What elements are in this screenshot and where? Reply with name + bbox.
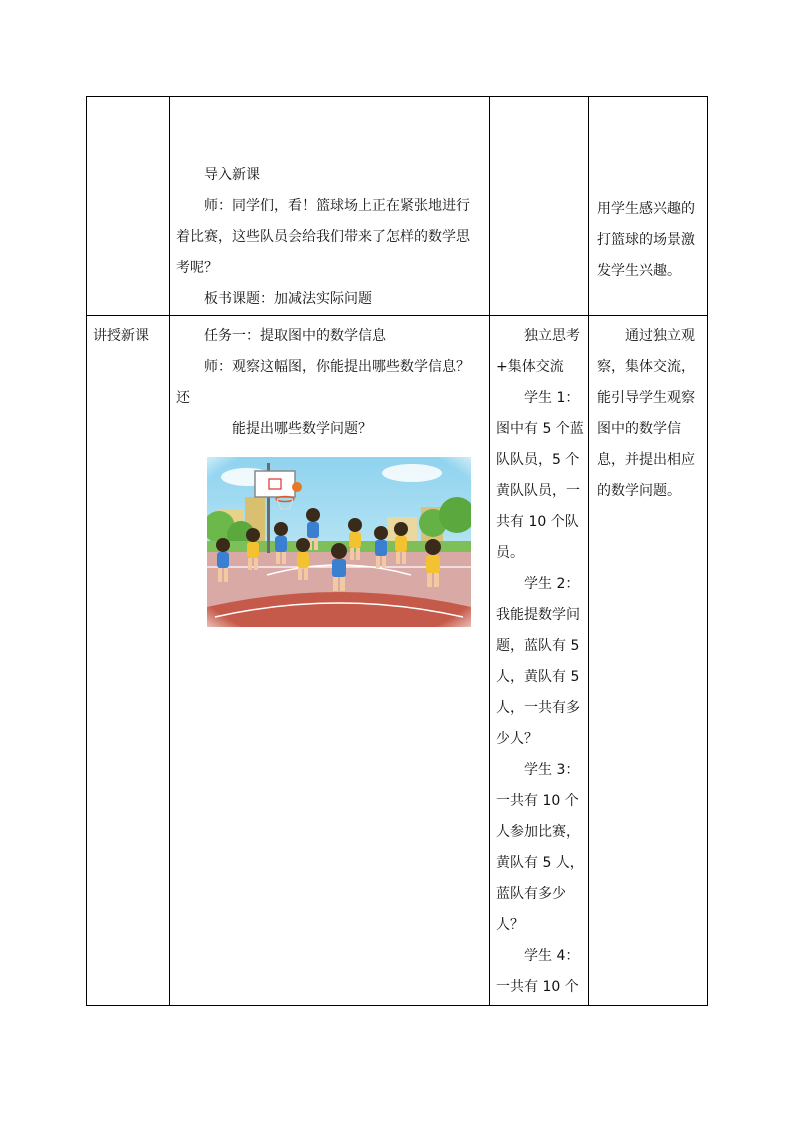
row1-student-activity-cell bbox=[490, 97, 589, 316]
student2-text: 我能提数学问题，蓝队有 5 人，黄队有 5 人，一共有多少人？ bbox=[496, 607, 580, 747]
teacher-intro-text: 师：同学们，看！篮球场上正在紧张地进行着比赛，这些队员会给我们带来了怎样的数学思考呢？ bbox=[176, 198, 470, 276]
student4-label: 学生 4： bbox=[524, 948, 580, 964]
student1-text: 图中有 5 个蓝队队员，5 个黄队队员，一共有 10 个队员。 bbox=[496, 421, 584, 561]
row1-design-intent-cell bbox=[589, 97, 708, 316]
row1-stage-cell bbox=[87, 97, 170, 316]
row2-student-activity-cell bbox=[490, 316, 589, 1006]
section-label: 讲授新课 bbox=[93, 328, 149, 344]
design-intent-text: 通过独立观察，集体交流，能引导学生观察图中的数学信息，并提出相应的数学问题。 bbox=[597, 328, 695, 499]
row2-teacher-activity-cell bbox=[170, 316, 490, 1006]
lesson-plan-table bbox=[86, 96, 708, 1006]
student3-text: 一共有 10 个人参加比赛，黄队有 5 人，蓝队有多少人？ bbox=[496, 793, 584, 933]
intro-heading: 导入新课 bbox=[204, 167, 260, 183]
design-intent-text: 用学生感兴趣的打篮球的场景激发学生兴趣。 bbox=[597, 201, 695, 279]
table-row bbox=[87, 316, 708, 1006]
activity-method: 独立思考+集体交流 bbox=[496, 328, 580, 375]
teacher-question-line1: 师：观察这幅图，你能提出哪些数学信息？还 bbox=[176, 359, 470, 406]
task-title: 任务一：提取图中的数学信息 bbox=[204, 328, 386, 344]
row2-design-intent-cell bbox=[589, 316, 708, 1006]
student1-label: 学生 1： bbox=[524, 390, 580, 406]
basketball-game-illustration bbox=[207, 457, 471, 627]
student3-label: 学生 3： bbox=[524, 762, 580, 778]
student4-text: 一共有 10 个 bbox=[496, 979, 579, 995]
table-row bbox=[87, 97, 708, 316]
board-title: 板书课题：加减法实际问题 bbox=[204, 291, 372, 307]
row2-stage-cell bbox=[87, 316, 170, 1006]
teacher-question-line2: 能提出哪些数学问题？ bbox=[232, 421, 372, 437]
student2-label: 学生 2： bbox=[524, 576, 580, 592]
row1-teacher-activity-cell bbox=[170, 97, 490, 316]
